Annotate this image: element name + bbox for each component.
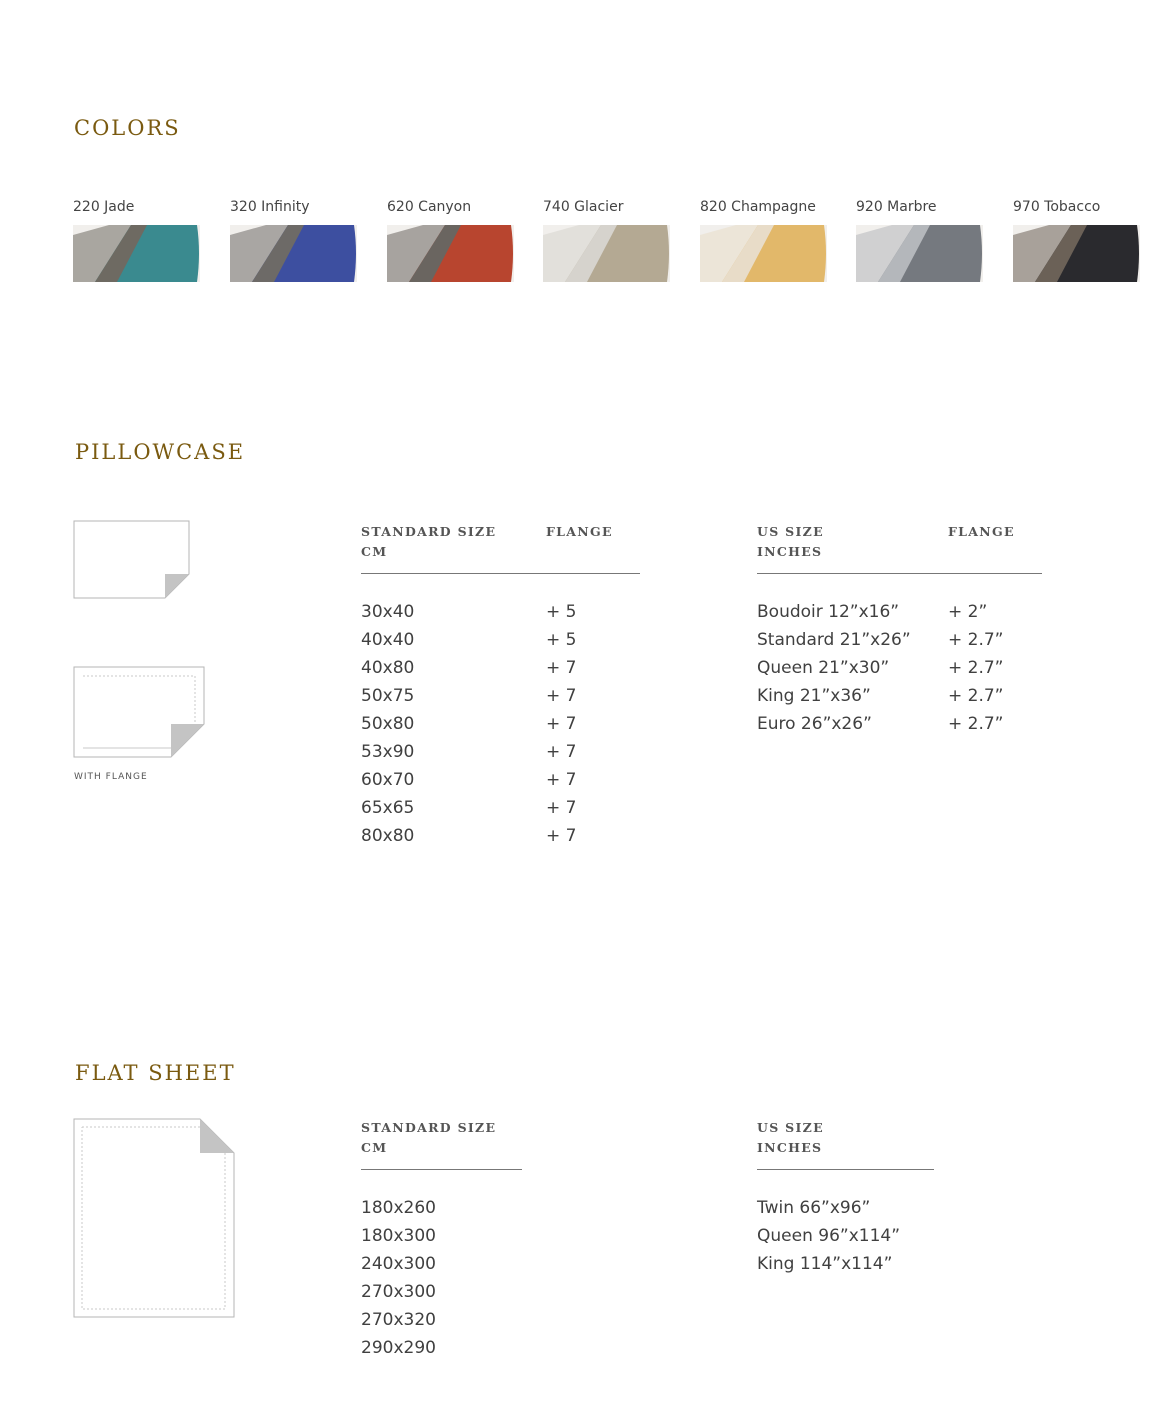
flange-caption: WITH FLANGE [74,772,148,782]
sheet-us-header-line2: INCHES [757,1140,823,1155]
sheet-standard-size: 240x300 [361,1254,436,1274]
sheet-standard-rule [361,1169,522,1170]
pillow-us-flanges [948,600,1004,740]
color-swatch-label: 920 Marbre [856,199,937,215]
color-swatch[interactable] [73,197,201,282]
pillowcase-icon [73,520,191,600]
color-swatch[interactable] [700,197,828,282]
pillow-us-flange: + 2” [948,602,988,622]
color-swatch-label: 620 Canyon [387,199,472,215]
pillow-standard-size: 50x75 [361,686,415,706]
pillow-standard-sizes [361,600,414,852]
pillow-standard-rule [361,573,640,574]
color-swatch-image [230,225,357,282]
color-swatch[interactable] [1013,197,1141,282]
sheet-us-header-line1: US SIZE [757,1120,824,1135]
pillow-standard-size: 40x80 [361,658,415,678]
pillow-us-size: Euro 26”x26” [757,714,872,734]
pillow-standard-flanges [546,600,576,852]
sheet-standard-header-line2: CM [361,1140,388,1155]
color-swatch[interactable] [543,197,671,282]
sheet-standard-header [361,1118,496,1158]
sheet-standard-sizes [361,1196,436,1364]
color-swatch-image [387,225,514,282]
colors-title: COLORS [74,116,181,140]
sheet-standard-size: 180x260 [361,1198,436,1218]
flat-sheet-icon [73,1118,236,1320]
sheet-us-rule [757,1169,934,1170]
pillow-us-header-line2: INCHES [757,544,823,559]
pillow-us-size: Standard 21”x26” [757,630,911,650]
color-swatch-label: 220 Jade [73,199,135,215]
pillow-standard-size: 60x70 [361,770,415,790]
pillow-standard-flange: + 5 [546,602,577,622]
pillow-us-rule [757,573,1042,574]
color-swatch[interactable] [387,197,515,282]
pillow-standard-flange: + 5 [546,630,577,650]
color-swatch-label: 820 Champagne [700,199,816,215]
sheet-standard-size: 180x300 [361,1226,436,1246]
pillow-standard-header [361,522,496,562]
color-swatch-image [856,225,983,282]
color-swatch-image [73,225,200,282]
pillow-us-sizes [757,600,911,740]
color-swatch-image [700,225,827,282]
pillow-standard-size: 65x65 [361,798,415,818]
sheet-standard-size: 270x300 [361,1282,436,1302]
pillow-standard-size: 30x40 [361,602,415,622]
sheet-us-size: Queen 96”x114” [757,1226,901,1246]
pillow-standard-flange-header: FLANGE [546,524,613,539]
sheet-standard-size: 290x290 [361,1338,436,1358]
pillow-us-flange: + 2.7” [948,630,1004,650]
pillow-us-flange: + 2.7” [948,714,1004,734]
color-swatch[interactable] [856,197,984,282]
flat-sheet-title: FLAT SHEET [75,1061,236,1085]
pillow-us-size: King 21”x36” [757,686,871,706]
pillow-standard-size: 53x90 [361,742,415,762]
color-swatch-image [543,225,670,282]
color-swatch-label: 320 Infinity [230,199,310,215]
pillow-standard-flange: + 7 [546,658,577,678]
pillow-standard-flange: + 7 [546,714,577,734]
sheet-standard-header-line1: STANDARD SIZE [361,1120,497,1135]
pillow-us-header [757,522,824,562]
pillow-standard-header-line1: STANDARD SIZE [361,524,497,539]
pillowcase-title: PILLOWCASE [75,440,246,464]
pillow-standard-flange: + 7 [546,798,577,818]
pillow-standard-size: 80x80 [361,826,415,846]
pillow-standard-flange: + 7 [546,826,577,846]
pillow-us-size: Queen 21”x30” [757,658,890,678]
pillow-us-header-line1: US SIZE [757,524,824,539]
pillowcase-flange-icon [73,666,206,759]
pillow-standard-header-line2: CM [361,544,388,559]
pillow-us-flange: + 2.7” [948,658,1004,678]
sheet-standard-size: 270x320 [361,1310,436,1330]
sheet-us-sizes [757,1196,900,1280]
pillow-standard-size: 50x80 [361,714,415,734]
sheet-us-size: Twin 66”x96” [757,1198,871,1218]
sheet-us-header [757,1118,824,1158]
color-swatch-image [1013,225,1140,282]
pillow-standard-flange: + 7 [546,742,577,762]
color-swatch[interactable] [230,197,358,282]
sheet-us-size: King 114”x114” [757,1254,893,1274]
pillow-us-size: Boudoir 12”x16” [757,602,900,622]
pillow-us-flange-header: FLANGE [948,524,1015,539]
pillow-standard-size: 40x40 [361,630,415,650]
pillow-standard-flange: + 7 [546,686,577,706]
pillow-us-flange: + 2.7” [948,686,1004,706]
color-swatch-label: 970 Tobacco [1013,199,1101,215]
pillow-standard-flange: + 7 [546,770,577,790]
color-swatch-label: 740 Glacier [543,199,624,215]
